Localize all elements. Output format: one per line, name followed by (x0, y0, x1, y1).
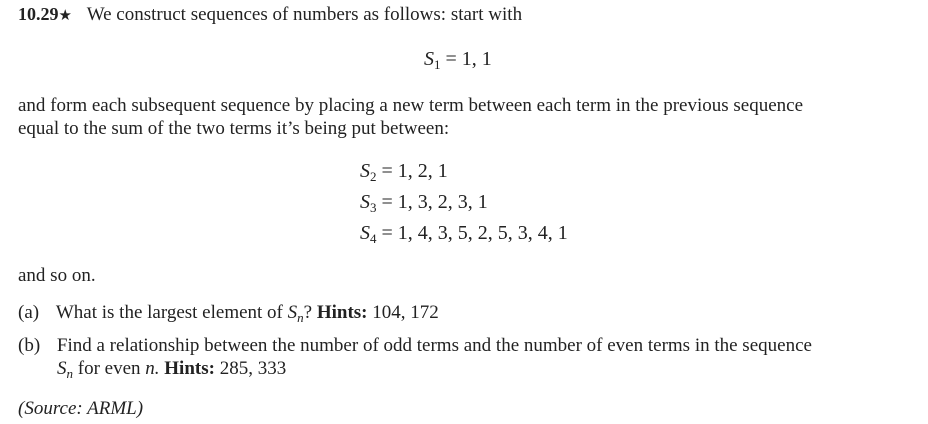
s1-sub: 1 (434, 57, 441, 72)
description-line-1: and form each subsequent sequence by placing a new term between each term in the previous sequence (18, 95, 804, 116)
problem-intro: We construct sequences of numbers as follows: start with (86, 4, 523, 25)
part-a-var-sub: n (297, 310, 304, 325)
s2-var: S (360, 160, 370, 182)
part-a-after: ? (303, 302, 313, 323)
s4-var: S (360, 222, 370, 244)
equation-s4 (360, 222, 568, 247)
s3-rhs: = 1, 3, 2, 3, 1 (381, 191, 488, 213)
part-b-continued (57, 358, 286, 382)
equation-s2 (360, 160, 448, 185)
part-a-text: What is the largest element of (55, 302, 283, 323)
part-a-label: (a) (18, 302, 40, 323)
s4-sub: 4 (370, 231, 377, 246)
and-so-on: and so on. (18, 265, 96, 286)
s3-sub: 3 (370, 200, 377, 215)
s3-var: S (360, 191, 370, 213)
part-b-line2-mid: for even (77, 358, 141, 379)
equation-s1 (424, 48, 492, 73)
s4-rhs: = 1, 4, 3, 5, 2, 5, 3, 4, 1 (381, 222, 568, 244)
part-b (18, 335, 812, 357)
part-b-label: (b) (18, 335, 41, 356)
part-a-hints: 104, 172 (372, 302, 439, 323)
s1-var: S (424, 48, 434, 70)
s1-rhs: = 1, 1 (445, 48, 492, 70)
part-a-var: S (287, 302, 298, 323)
description-line-2: equal to the sum of the two terms it’s being put between: (18, 118, 450, 139)
part-b-line1: Find a relationship between the number of odd terms and the number of even terms in the sequence (56, 335, 812, 356)
star-icon: ★ (58, 8, 72, 24)
problem-header (18, 4, 522, 26)
part-a (18, 302, 439, 326)
problem-description (18, 94, 918, 140)
source-citation: (Source: ARML) (18, 398, 144, 419)
s2-sub: 2 (370, 169, 377, 184)
equation-s3 (360, 191, 488, 216)
problem-number: 10.29 (18, 4, 59, 24)
part-b-hints-label: Hints: (164, 358, 215, 379)
part-b-var-sub: n (66, 366, 73, 381)
s2-rhs: = 1, 2, 1 (381, 160, 448, 182)
part-b-line2-var: n. (145, 358, 160, 379)
part-b-hints: 285, 333 (219, 358, 287, 379)
part-b-var: S (57, 358, 67, 379)
part-a-hints-label: Hints: (316, 302, 368, 323)
